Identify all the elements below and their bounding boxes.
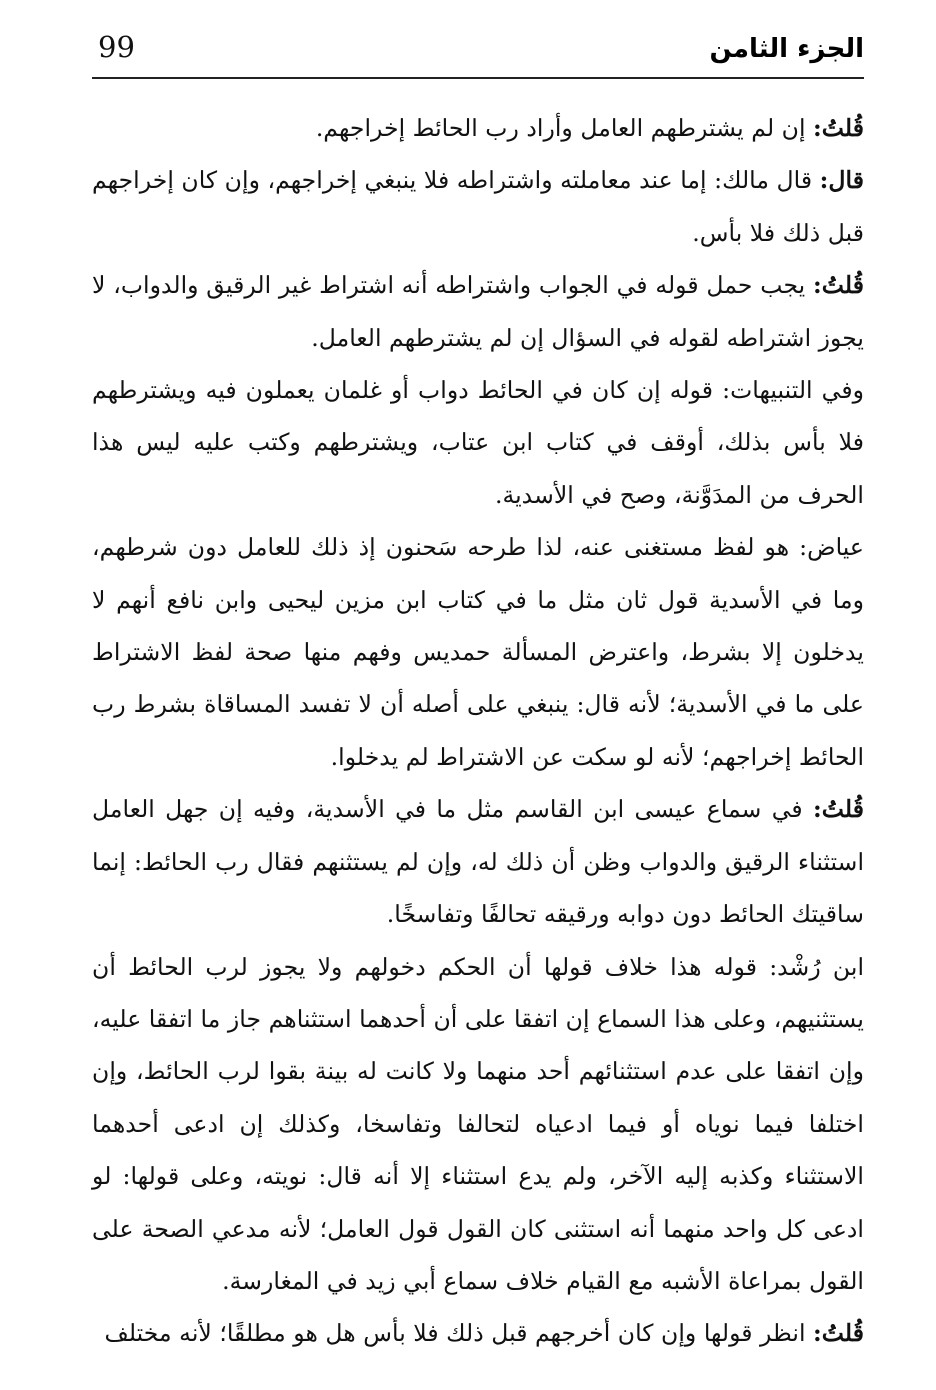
paragraph-6 (92, 783, 864, 940)
paragraph-lead: قُلتُ: (813, 271, 864, 300)
running-title: الجزء الثامن (709, 34, 864, 64)
paragraph-text: يجب حمل قوله في الجواب واشتراطه أنه اشتراط غير الرقيق والدواب، لا يجوز اشتراطه لقوله في السؤال إن لم يشترطهم العامل. (92, 271, 864, 352)
page-header (92, 28, 864, 74)
paragraph-2 (92, 154, 864, 259)
paragraph-lead: قُلتُ: (813, 795, 864, 824)
paragraph-text: وفي التنبيهات: قوله إن كان في الحائط دواب أو غلمان يعملون فيه ويشترطهم فلا بأس بذلك، أوقف في كتاب ابن عتاب، ويشترطهم وكتب عليه ليس هذا الحرف من المدَوَّنة، وصح في الأسدية. (92, 376, 864, 509)
paragraph-text: إن لم يشترطهم العامل وأراد رب الحائط إخراجهم. (315, 114, 814, 142)
paragraph-5 (92, 521, 864, 783)
body-text (92, 102, 864, 1360)
paragraph-text: في سماع عيسى ابن القاسم مثل ما في الأسدية، وفيه إن جهل العامل استثناء الرقيق والدواب وظن أن ذلك له، وإن لم يستثنهم فقال رب الحائط: إنما ساقيتك الحائط دون دوابه ورقيقه تحالفًا وتفاسخًا. (92, 795, 864, 929)
paragraph-1 (92, 102, 864, 154)
paragraph-4 (92, 364, 864, 521)
paragraph-text: ابن رُشْد: قوله هذا خلاف قولها أن الحكم دخولهم ولا يجوز لرب الحائط أن يستثنيهم، وعلى هذا السماع إن اتفقا على أن أحدهما استثناهم جاز ما اتفقا عليه، وإن اتفقا على عدم استثنائهم أحد منهما ولا كانت له بينة بقوا لرب الحائط، وإن اختلفا فيما نوياه أو فيما ادعياه لتحالفا وتفاسخا، وكذلك إن ادعى أحدهما الاستثناء وكذبه إليه الآخر، ولم يدع استثناء إلا أنه قال: نويته، وعلى قولها: لو ادعى كل واحد منهما أنه استثنى كان القول قول العامل؛ لأنه مدعي الصحة على القول بمراعاة الأشبه مع القيام خلاف سماع أبي زيد في المغارسة. (92, 952, 864, 1295)
paragraph-text: عياض: هو لفظ مستغنى عنه، لذا طرحه سَحنون إذ ذلك للعامل دون شرطهم، وما في الأسدية قول ثان مثل ما في كتاب ابن مزين ليحيى وابن نافع أنهم لا يدخلون إلا بشرط، واعترض المسألة حمديس وفهم منها صحة لفظ الاشتراط على ما في الأسدية؛ لأنه قال: ينبغي على أصله أن لا تفسد المساقاة بشرط رب الحائط إخراجهم؛ لأنه لو سكت عن الاشتراط لم يدخلوا. (92, 533, 864, 771)
paragraph-text: قال مالك: إما عند معاملته واشتراطه فلا ينبغي إخراجهم، وإن كان إخراجهم قبل ذلك فلا بأس. (92, 166, 864, 247)
paragraph-lead: قال: (819, 166, 864, 195)
header-divider (92, 77, 864, 79)
paragraph-7 (92, 941, 864, 1308)
paragraph-text: انظر قولها وإن كان أخرجهم قبل ذلك فلا بأس هل هو مطلقًا؛ لأنه مختلف (104, 1319, 814, 1348)
paragraph-lead: قُلتُ: (813, 1319, 864, 1348)
paragraph-8 (92, 1307, 864, 1359)
paragraph-3 (92, 259, 864, 364)
paragraph-lead: قُلتُ: (813, 114, 864, 142)
page-number: 99 (98, 30, 135, 64)
